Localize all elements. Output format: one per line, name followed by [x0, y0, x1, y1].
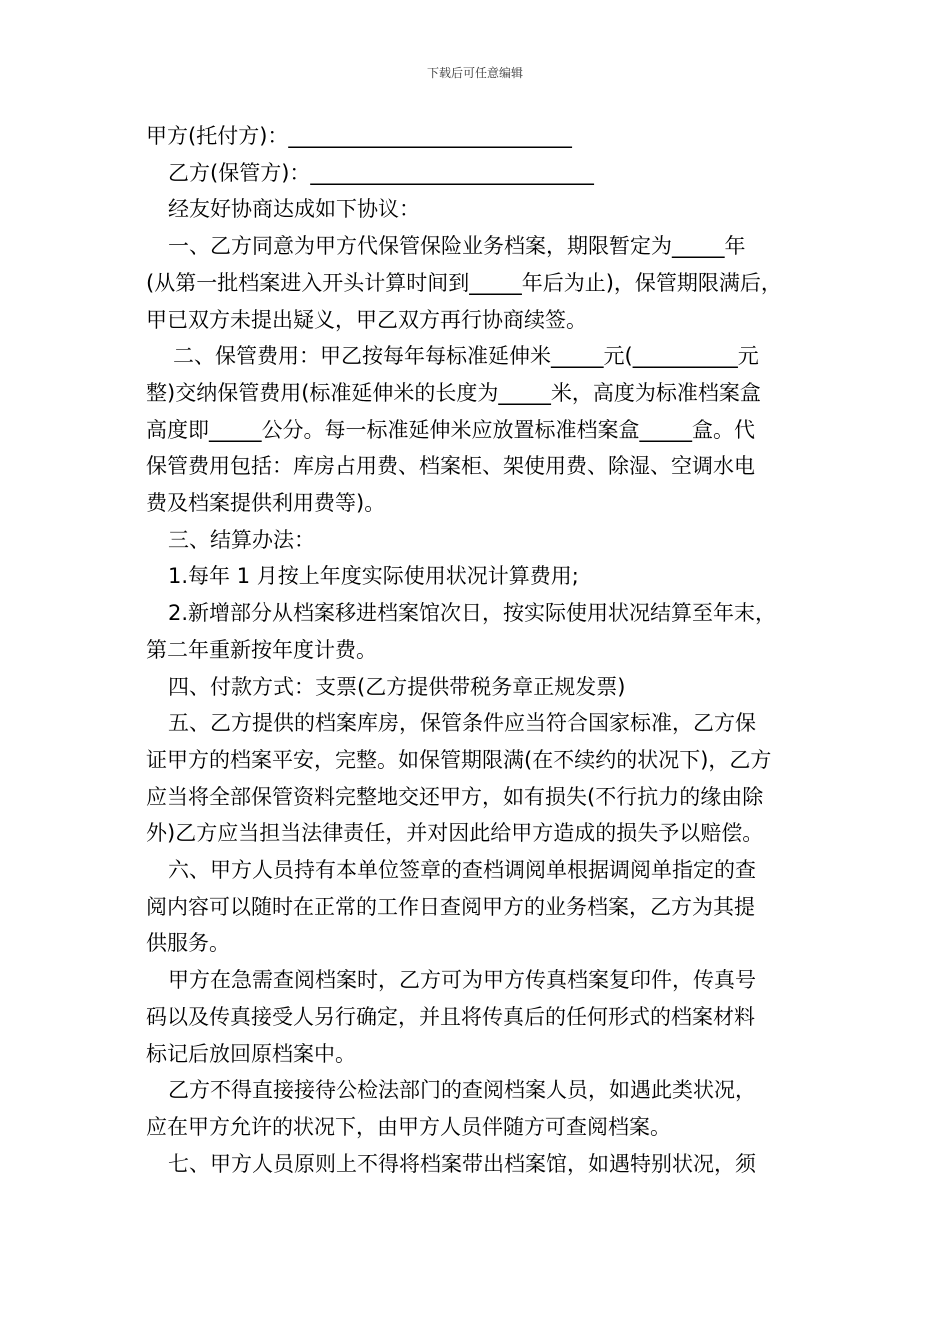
clause-7-line: 七、甲方人员原则上不得将档案带出档案馆，如遇特别状况，须 [168, 1151, 756, 1176]
clause-5-line: 五、乙方提供的档案库房，保管条件应当符合国家标准，乙方保 [168, 711, 756, 736]
page-header: 下载后可任意编辑 [426, 66, 523, 80]
clause-5-line: 证甲方的档案平安，完整。如保管期限满(在不续约的状况下)，乙方 [146, 747, 772, 772]
clause-4-line: 四、付款方式：支票(乙方提供带税务章正规发票) [168, 674, 626, 699]
reception-paragraph-line: 乙方不得直接接待公检法部门的查阅档案人员，如遇此类状况， [168, 1078, 756, 1103]
clause-1-line: 一、乙方同意为甲方代保管保险业务档案，期限暂定为_____年 [168, 234, 746, 259]
clause-6-line: 供服务。 [146, 931, 230, 956]
clause-2-line: 整)交纳保管费用(标准延伸米的长度为_____米，高度为标准档案盒 [146, 380, 761, 405]
clause-2-line: 高度即_____公分。每一标准延伸米应放置标准档案盒_____盒。代 [146, 417, 755, 442]
fax-paragraph-line: 码以及传真接受人另行确定，并且将传真后的任何形式的档案材料 [146, 1004, 755, 1029]
clause-3-item-2: 第二年重新按年度计费。 [146, 637, 377, 662]
clause-2-line: 保管费用包括：库房占用费、档案柜、架使用费、除湿、空调水电 [146, 454, 755, 479]
clause-3-heading: 三、结算办法： [168, 527, 315, 552]
party-b-line: 乙方(保管方)：___________________________ [168, 160, 594, 185]
agreement-intro: 经友好协商达成如下协议： [168, 197, 420, 222]
party-a-line: 甲方(托付方)：___________________________ [146, 124, 572, 148]
clause-6-line: 阅内容可以随时在正常的工作日查阅甲方的业务档案，乙方为其提 [146, 894, 755, 919]
clause-1-line: (从第一批档案进入开头计算时间到_____年后为止)，保管期限满后， [146, 270, 782, 295]
clause-3-item-2: 2.新增部分从档案移进档案馆次日，按实际使用状况结算至年末， [168, 601, 777, 626]
clause-3-item-1: 1.每年 1 月按上年度实际使用状况计算费用; [168, 564, 579, 589]
fax-paragraph-line: 标记后放回原档案中。 [146, 1041, 356, 1066]
reception-paragraph-line: 应在甲方允许的状况下，由甲方人员伴随方可查阅档案。 [146, 1114, 671, 1139]
clause-5-line: 应当将全部保管资料完整地交还甲方，如有损失(不行抗力的缘由除 [146, 784, 764, 809]
clause-5-line: 外)乙方应当担当法律责任，并对因此给甲方造成的损失予以赔偿。 [146, 821, 764, 846]
clause-2-line: 二、保管费用：甲乙按每年每标准延伸米_____元(__________元 [173, 344, 759, 369]
document-body [146, 118, 816, 1182]
clause-2-line: 费及档案提供利用费等)。 [146, 491, 386, 516]
clause-6-line: 六、甲方人员持有本单位签章的查档调阅单根据调阅单指定的查 [168, 858, 756, 883]
clause-1-line: 甲已双方未提出疑义，甲乙双方再行协商续签。 [146, 307, 587, 332]
fax-paragraph-line: 甲方在急需查阅档案时，乙方可为甲方传真档案复印件，传真号 [168, 968, 756, 993]
